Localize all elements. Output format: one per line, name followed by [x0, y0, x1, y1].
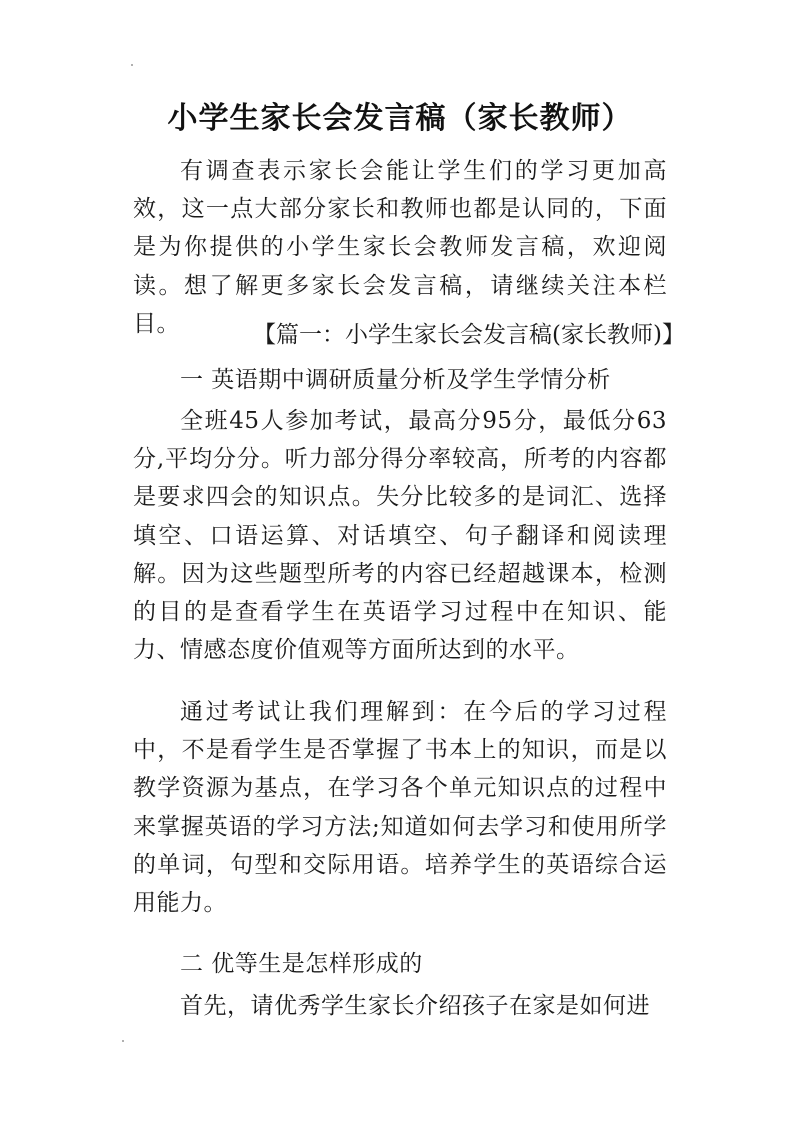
intro-paragraph: 有调查表示家长会能让学生们的学习更加高效，这一点大部分家长和教师也都是认同的，下面是为你提供的小学生家长会教师发言稿，欢迎阅读。想了解更多家长会发言稿，请继续关注本栏目。 — [133, 158, 667, 337]
paragraph-3: 首先，请优秀学生家长介绍孩子在家是如何进 — [180, 993, 650, 1019]
section-heading: 【篇一：小学生家长会发言稿(家长教师)】 — [253, 322, 685, 348]
paragraph-1: 全班45人参加考试，最高分95分，最低分63分,平均分分。听力部分得分率较高，所考的内容都是要求四会的知识点。失分比较多的是词汇、选择填空、口语运算、对话填空、句子翻译和阅读理解。因为这些题型所考的内容已经超越课本，检测的目的是查看学生在英语学习过程中在知识、能力、情感态度价值观等方面所达到的水平。 — [133, 408, 667, 664]
document-title: 小学生家长会发言稿（家长教师） — [167, 101, 633, 136]
scan-speck — [122, 1040, 124, 1042]
subheading-2: 二 优等生是怎样形成的 — [180, 951, 423, 977]
scan-speck — [131, 64, 133, 66]
paragraph-2: 通过考试让我们理解到：在今后的学习过程中，不是看学生是否掌握了书本上的知识，而是以教学资源为基点，在学习各个单元知识点的过程中来掌握英语的学习方法;知道如何去学习和使用所学的单词，句型和交际用语。培养学生的英语综合运用能力。 — [133, 699, 667, 917]
subheading-1: 一 英语期中调研质量分析及学生学情分析 — [180, 367, 611, 393]
